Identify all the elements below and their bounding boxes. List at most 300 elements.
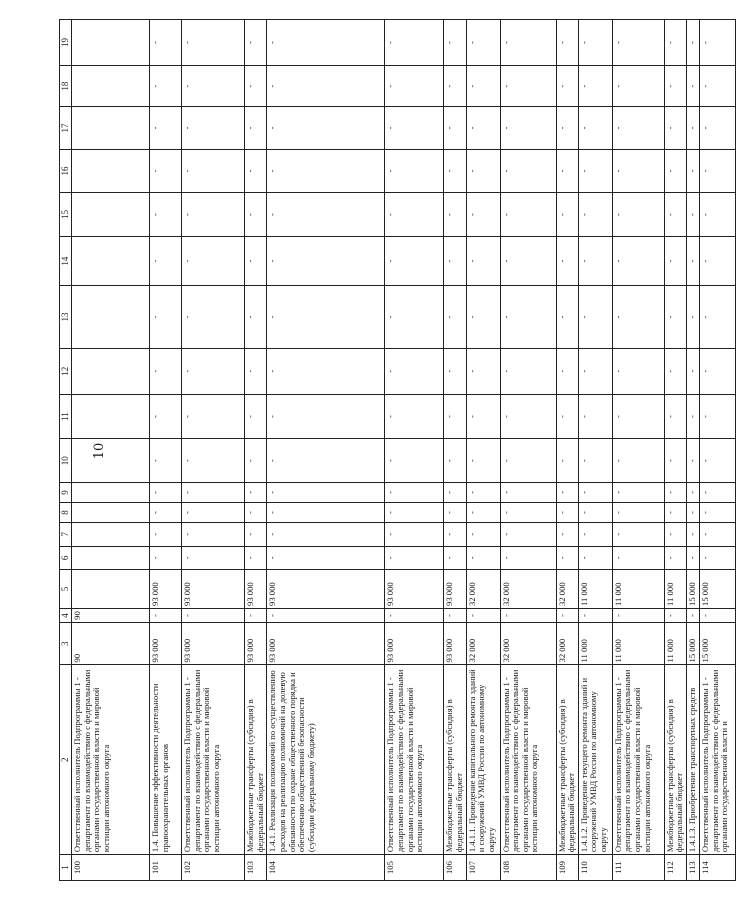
row-number-cell: 110 bbox=[578, 855, 612, 881]
column-number: 2 bbox=[60, 665, 72, 855]
value-cell: - bbox=[245, 66, 267, 107]
value-cell: - bbox=[556, 546, 578, 570]
value-cell: - bbox=[182, 107, 245, 149]
value-cell: - bbox=[612, 107, 664, 149]
value-cell bbox=[72, 286, 150, 348]
column-number: 6 bbox=[60, 546, 72, 570]
value-cell: - bbox=[182, 394, 245, 439]
value-cell: - bbox=[444, 546, 466, 570]
value-cell: - bbox=[687, 149, 700, 193]
value-cell: - bbox=[578, 439, 612, 483]
value-cell: - bbox=[385, 20, 444, 66]
value-cell: - bbox=[267, 394, 385, 439]
value-cell: - bbox=[500, 66, 556, 107]
value-cell: - bbox=[500, 107, 556, 149]
year-value-cell: 93 000 bbox=[182, 570, 245, 609]
value-cell: - bbox=[150, 502, 182, 522]
value-cell: - bbox=[245, 20, 267, 66]
year-value-cell: 11 000 bbox=[612, 570, 664, 609]
value-cell: - bbox=[578, 66, 612, 107]
value-cell: - bbox=[245, 439, 267, 483]
value-cell: - bbox=[466, 439, 500, 483]
value-cell: - bbox=[245, 608, 267, 622]
row-description-cell: Ответственный исполнитель Подпрограммы 1 - департамент по взаимодействию с федеральными органами государственной власти и мировой юстиции автономного округа bbox=[612, 665, 664, 855]
value-cell: - bbox=[700, 502, 736, 522]
value-cell: - bbox=[245, 107, 267, 149]
value-cell: - bbox=[664, 286, 686, 348]
table-row bbox=[245, 20, 267, 881]
value-cell: - bbox=[150, 394, 182, 439]
value-cell: - bbox=[556, 608, 578, 622]
value-cell: - bbox=[664, 20, 686, 66]
value-cell: - bbox=[444, 348, 466, 394]
value-cell: - bbox=[612, 439, 664, 483]
value-cell bbox=[72, 546, 150, 570]
value-cell: - bbox=[612, 193, 664, 237]
value-cell: - bbox=[687, 608, 700, 622]
value-cell: - bbox=[578, 523, 612, 547]
value-cell: - bbox=[444, 66, 466, 107]
total-value-cell: 93 000 bbox=[150, 623, 182, 665]
value-cell: - bbox=[664, 439, 686, 483]
value-cell: - bbox=[245, 482, 267, 502]
value-cell: - bbox=[182, 523, 245, 547]
value-cell: - bbox=[182, 608, 245, 622]
value-cell: - bbox=[385, 482, 444, 502]
value-cell: - bbox=[687, 439, 700, 483]
value-cell: - bbox=[466, 286, 500, 348]
value-cell bbox=[72, 439, 150, 483]
total-value-cell: 11 000 bbox=[664, 623, 686, 665]
value-cell: - bbox=[612, 482, 664, 502]
total-value-cell: 93 000 bbox=[385, 623, 444, 665]
row-description-cell: 1.4.1. Реализация полномочий по осуществлению расходов на реализацию полномочий на долевую обязанности по охране общественного порядка и обеспечению общественной безопасности (субсидии федеральному бюджету) bbox=[267, 665, 385, 855]
value-cell: - bbox=[385, 149, 444, 193]
value-cell: - bbox=[700, 66, 736, 107]
value-cell: - bbox=[578, 348, 612, 394]
total-value-cell: 93 000 bbox=[267, 623, 385, 665]
value-cell: - bbox=[700, 394, 736, 439]
value-cell: - bbox=[245, 502, 267, 522]
value-cell: - bbox=[578, 546, 612, 570]
value-cell bbox=[72, 107, 150, 149]
value-cell: - bbox=[556, 502, 578, 522]
value-cell: - bbox=[700, 608, 736, 622]
value-cell: - bbox=[556, 523, 578, 547]
value-cell: - bbox=[182, 348, 245, 394]
value-cell: - bbox=[444, 149, 466, 193]
value-cell: - bbox=[444, 286, 466, 348]
value-cell: - bbox=[500, 348, 556, 394]
table-row bbox=[500, 20, 556, 881]
value-cell: - bbox=[385, 193, 444, 237]
value-cell: - bbox=[150, 193, 182, 237]
value-cell: - bbox=[444, 608, 466, 622]
table-row bbox=[556, 20, 578, 881]
value-cell: - bbox=[687, 523, 700, 547]
value-cell: - bbox=[466, 149, 500, 193]
value-cell: - bbox=[385, 502, 444, 522]
value-cell bbox=[72, 149, 150, 193]
value-cell: - bbox=[444, 20, 466, 66]
value-cell: - bbox=[500, 482, 556, 502]
value-cell: - bbox=[500, 236, 556, 285]
value-cell: - bbox=[664, 66, 686, 107]
column-number: 9 bbox=[60, 482, 72, 502]
value-cell: - bbox=[612, 236, 664, 285]
value-cell: - bbox=[687, 546, 700, 570]
value-cell: - bbox=[466, 20, 500, 66]
value-cell: - bbox=[385, 439, 444, 483]
value-cell bbox=[72, 482, 150, 502]
value-cell: - bbox=[150, 546, 182, 570]
value-cell: - bbox=[444, 482, 466, 502]
value-cell: - bbox=[245, 286, 267, 348]
total-value-cell: 90 bbox=[72, 623, 150, 665]
value-cell bbox=[72, 502, 150, 522]
value-cell: - bbox=[664, 149, 686, 193]
year-value-cell: 93 000 bbox=[245, 570, 267, 609]
value-cell: - bbox=[664, 523, 686, 547]
value-cell: - bbox=[182, 193, 245, 237]
value-cell: - bbox=[182, 546, 245, 570]
row-number-cell: 101 bbox=[150, 855, 182, 881]
value-cell: - bbox=[245, 523, 267, 547]
value-cell: - bbox=[444, 523, 466, 547]
value-cell: - bbox=[700, 20, 736, 66]
value-cell: - bbox=[500, 394, 556, 439]
value-cell: - bbox=[664, 107, 686, 149]
table-row bbox=[700, 20, 736, 881]
value-cell: - bbox=[245, 394, 267, 439]
value-cell: - bbox=[687, 107, 700, 149]
column-number: 18 bbox=[60, 66, 72, 107]
value-cell: - bbox=[700, 286, 736, 348]
total-value-cell: 32 000 bbox=[556, 623, 578, 665]
value-cell bbox=[72, 236, 150, 285]
value-cell: - bbox=[150, 348, 182, 394]
value-cell: - bbox=[578, 286, 612, 348]
year-value-cell: 15 000 bbox=[687, 570, 700, 609]
value-cell: - bbox=[500, 523, 556, 547]
table-row bbox=[385, 20, 444, 881]
value-cell: - bbox=[700, 482, 736, 502]
value-cell: - bbox=[700, 107, 736, 149]
column-number: 1 bbox=[60, 855, 72, 881]
value-cell: - bbox=[385, 107, 444, 149]
value-cell: - bbox=[578, 482, 612, 502]
column-number: 5 bbox=[60, 570, 72, 609]
row-number-cell: 112 bbox=[664, 855, 686, 881]
table-row bbox=[578, 20, 612, 881]
value-cell: - bbox=[385, 546, 444, 570]
column-number: 16 bbox=[60, 149, 72, 193]
value-cell: - bbox=[466, 236, 500, 285]
value-cell: - bbox=[578, 20, 612, 66]
value-cell: - bbox=[267, 348, 385, 394]
row-description-cell: 1.4.1.1. Проведение капитального ремонта зданий и сооружений УМВД России по автономному округу bbox=[466, 665, 500, 855]
table-row bbox=[267, 20, 385, 881]
rotated-table-wrapper bbox=[59, 19, 730, 881]
table-row bbox=[612, 20, 664, 881]
row-description-cell: 1.4.1.2. Проведение текущего ремонта зданий и сооружений УМВД России по автономному округу bbox=[578, 665, 612, 855]
table-row bbox=[72, 20, 150, 881]
value-cell: - bbox=[612, 608, 664, 622]
value-cell: - bbox=[182, 286, 245, 348]
value-cell: - bbox=[578, 193, 612, 237]
year-value-cell: 93 000 bbox=[385, 570, 444, 609]
value-cell: - bbox=[700, 523, 736, 547]
value-cell: - bbox=[466, 107, 500, 149]
value-cell: - bbox=[182, 236, 245, 285]
year-value-cell: 32 000 bbox=[466, 570, 500, 609]
row-number-cell: 103 bbox=[245, 855, 267, 881]
value-cell: - bbox=[466, 523, 500, 547]
value-cell: - bbox=[556, 439, 578, 483]
year-value-cell: 32 000 bbox=[500, 570, 556, 609]
value-cell: - bbox=[612, 546, 664, 570]
value-cell: - bbox=[245, 348, 267, 394]
row-number-cell: 106 bbox=[444, 855, 466, 881]
total-value-cell: 15 000 bbox=[687, 623, 700, 665]
column-number: 19 bbox=[60, 20, 72, 66]
row-number-cell: 109 bbox=[556, 855, 578, 881]
row-description-cell: 1.4.1.3. Приобретение транспортных средств bbox=[687, 665, 700, 855]
value-cell: - bbox=[466, 546, 500, 570]
value-cell: - bbox=[267, 523, 385, 547]
value-cell: - bbox=[385, 66, 444, 107]
value-cell: - bbox=[385, 523, 444, 547]
value-cell: - bbox=[612, 502, 664, 522]
value-cell: - bbox=[612, 149, 664, 193]
value-cell: - bbox=[612, 523, 664, 547]
row-number-cell: 111 bbox=[612, 855, 664, 881]
value-cell: - bbox=[500, 502, 556, 522]
value-cell: - bbox=[500, 20, 556, 66]
row-description-cell: Межбюджетные трансферты (субсидия) в федеральный бюджет bbox=[245, 665, 267, 855]
column-number-row bbox=[60, 20, 72, 881]
value-cell: - bbox=[385, 608, 444, 622]
column-number: 8 bbox=[60, 502, 72, 522]
column-number: 7 bbox=[60, 523, 72, 547]
row-description-cell: 1.4. Повышение эффективности деятельности правоохранительных органов bbox=[150, 665, 182, 855]
value-cell: - bbox=[664, 608, 686, 622]
year-value-cell bbox=[72, 570, 150, 609]
row-number-cell: 107 bbox=[466, 855, 500, 881]
column-number: 3 bbox=[60, 623, 72, 665]
total-value-cell: 93 000 bbox=[444, 623, 466, 665]
value-cell: - bbox=[267, 107, 385, 149]
value-cell: - bbox=[444, 502, 466, 522]
column-number: 10 bbox=[60, 439, 72, 483]
value-cell: - bbox=[182, 439, 245, 483]
value-cell: - bbox=[466, 608, 500, 622]
year-value-cell: 32 000 bbox=[556, 570, 578, 609]
value-cell: - bbox=[182, 482, 245, 502]
value-cell: - bbox=[150, 149, 182, 193]
row-number-cell: 102 bbox=[182, 855, 245, 881]
year-value-cell: 11 000 bbox=[578, 570, 612, 609]
value-cell: - bbox=[150, 107, 182, 149]
total-value-cell: 32 000 bbox=[466, 623, 500, 665]
table-row bbox=[444, 20, 466, 881]
value-cell: - bbox=[500, 608, 556, 622]
value-cell: - bbox=[578, 149, 612, 193]
value-cell: - bbox=[444, 107, 466, 149]
value-cell: - bbox=[556, 66, 578, 107]
value-cell: - bbox=[556, 348, 578, 394]
total-value-cell: 15 000 bbox=[700, 623, 736, 665]
value-cell: - bbox=[664, 482, 686, 502]
value-cell: - bbox=[556, 149, 578, 193]
value-cell: - bbox=[687, 482, 700, 502]
value-cell: - bbox=[700, 439, 736, 483]
value-cell: - bbox=[444, 193, 466, 237]
table-body bbox=[60, 20, 736, 881]
value-cell: - bbox=[267, 502, 385, 522]
value-cell: - bbox=[500, 193, 556, 237]
value-cell: - bbox=[150, 439, 182, 483]
value-cell: - bbox=[500, 546, 556, 570]
value-cell: - bbox=[700, 193, 736, 237]
row-description-cell: Межбюджетные трансферты (субсидия) в федеральный бюджет bbox=[444, 665, 466, 855]
value-cell: - bbox=[578, 236, 612, 285]
value-cell: - bbox=[556, 236, 578, 285]
total-value-cell: 93 000 bbox=[245, 623, 267, 665]
value-cell: - bbox=[612, 286, 664, 348]
value-cell: - bbox=[466, 348, 500, 394]
value-cell bbox=[72, 20, 150, 66]
year-value-cell: 93 000 bbox=[444, 570, 466, 609]
value-cell: - bbox=[267, 149, 385, 193]
value-cell: - bbox=[267, 546, 385, 570]
value-cell: - bbox=[245, 149, 267, 193]
value-cell: - bbox=[182, 502, 245, 522]
value-cell bbox=[72, 523, 150, 547]
value-cell: - bbox=[150, 482, 182, 502]
value-cell: - bbox=[578, 394, 612, 439]
budget-table bbox=[59, 19, 736, 881]
value-cell: - bbox=[556, 107, 578, 149]
value-cell bbox=[72, 348, 150, 394]
value-cell: - bbox=[556, 286, 578, 348]
row-description-cell: Ответственный исполнитель Подпрограммы 1 - департамент по взаимодействию с федеральными органами государственной власти и мировой юстиции автономного округа bbox=[500, 665, 556, 855]
value-cell: - bbox=[150, 608, 182, 622]
year-value-cell: 15 000 bbox=[700, 570, 736, 609]
value-cell: - bbox=[664, 394, 686, 439]
value-cell: - bbox=[444, 394, 466, 439]
value-cell: - bbox=[687, 286, 700, 348]
value-cell: - bbox=[267, 482, 385, 502]
year-value-cell: 11 000 bbox=[664, 570, 686, 609]
value-cell: - bbox=[700, 546, 736, 570]
value-cell: - bbox=[466, 193, 500, 237]
value-cell: - bbox=[245, 193, 267, 237]
total-value-cell: 11 000 bbox=[612, 623, 664, 665]
value-cell: - bbox=[150, 20, 182, 66]
value-cell: - bbox=[150, 236, 182, 285]
year-value-cell: 93 000 bbox=[150, 570, 182, 609]
value-cell: - bbox=[150, 286, 182, 348]
value-cell: - bbox=[578, 107, 612, 149]
value-cell: - bbox=[182, 66, 245, 107]
row-number-cell: 114 bbox=[700, 855, 736, 881]
column-number: 17 bbox=[60, 107, 72, 149]
value-cell: - bbox=[612, 20, 664, 66]
value-cell: - bbox=[612, 394, 664, 439]
value-cell: - bbox=[700, 149, 736, 193]
year-value-cell: 93 000 bbox=[267, 570, 385, 609]
row-description-cell: Ответственный исполнитель Подпрограммы 1 - департамент по взаимодействию с федеральными органами государственной власти и мировой юстиции автономного округа bbox=[385, 665, 444, 855]
table-row bbox=[182, 20, 245, 881]
value-cell: - bbox=[385, 236, 444, 285]
value-cell: - bbox=[466, 502, 500, 522]
row-number-cell: 113 bbox=[687, 855, 700, 881]
value-cell: - bbox=[267, 236, 385, 285]
value-cell: - bbox=[578, 502, 612, 522]
value-cell: - bbox=[700, 236, 736, 285]
value-cell: - bbox=[385, 286, 444, 348]
value-cell: - bbox=[267, 608, 385, 622]
row-description-cell: Ответственный исполнитель Подпрограммы 1 - департамент по взаимодействию с федеральными органами государственной власти и мировой юстиции автономного округа bbox=[72, 665, 150, 855]
row-description-cell: Межбюджетные трансферты (субсидия) в федеральный бюджет bbox=[664, 665, 686, 855]
row-description-cell: Ответственный исполнитель Подпрограммы 1 - департамент по взаимодействию с федеральными органами государственной власти и bbox=[700, 665, 736, 855]
value-cell: - bbox=[385, 394, 444, 439]
value-cell: - bbox=[664, 236, 686, 285]
value-cell: - bbox=[267, 193, 385, 237]
value-cell: - bbox=[150, 523, 182, 547]
row-number-cell: 104 bbox=[267, 855, 385, 881]
value-cell: - bbox=[444, 236, 466, 285]
total-value-cell: 93 000 bbox=[182, 623, 245, 665]
row-number-cell: 105 bbox=[385, 855, 444, 881]
column-number: 14 bbox=[60, 236, 72, 285]
value-cell: - bbox=[664, 193, 686, 237]
value-cell: - bbox=[500, 286, 556, 348]
value-cell: - bbox=[267, 439, 385, 483]
value-cell: - bbox=[664, 348, 686, 394]
column-number: 4 bbox=[60, 608, 72, 622]
row-description-cell: Межбюджетные трансферты (субсидия) в федеральный бюджет bbox=[556, 665, 578, 855]
page-number-text: 10 bbox=[92, 442, 107, 460]
value-cell: - bbox=[687, 20, 700, 66]
row-number-cell: 100 bbox=[72, 855, 150, 881]
value-cell: - bbox=[267, 20, 385, 66]
value-cell: - bbox=[150, 66, 182, 107]
value-cell: - bbox=[664, 502, 686, 522]
value-cell: - bbox=[444, 439, 466, 483]
value-cell: - bbox=[466, 482, 500, 502]
row-number-cell: 108 bbox=[500, 855, 556, 881]
value-cell: - bbox=[664, 546, 686, 570]
value-cell: - bbox=[612, 348, 664, 394]
value-cell: - bbox=[612, 66, 664, 107]
value-cell: - bbox=[245, 546, 267, 570]
value-cell: - bbox=[687, 236, 700, 285]
value-cell: - bbox=[578, 608, 612, 622]
column-number: 12 bbox=[60, 348, 72, 394]
value-cell: - bbox=[687, 348, 700, 394]
value-cell: - bbox=[182, 149, 245, 193]
value-cell: 90 bbox=[72, 608, 150, 622]
value-cell: - bbox=[556, 193, 578, 237]
value-cell bbox=[72, 394, 150, 439]
value-cell: - bbox=[466, 66, 500, 107]
column-number: 11 bbox=[60, 394, 72, 439]
value-cell: - bbox=[267, 286, 385, 348]
value-cell: - bbox=[267, 66, 385, 107]
total-value-cell: 11 000 bbox=[578, 623, 612, 665]
